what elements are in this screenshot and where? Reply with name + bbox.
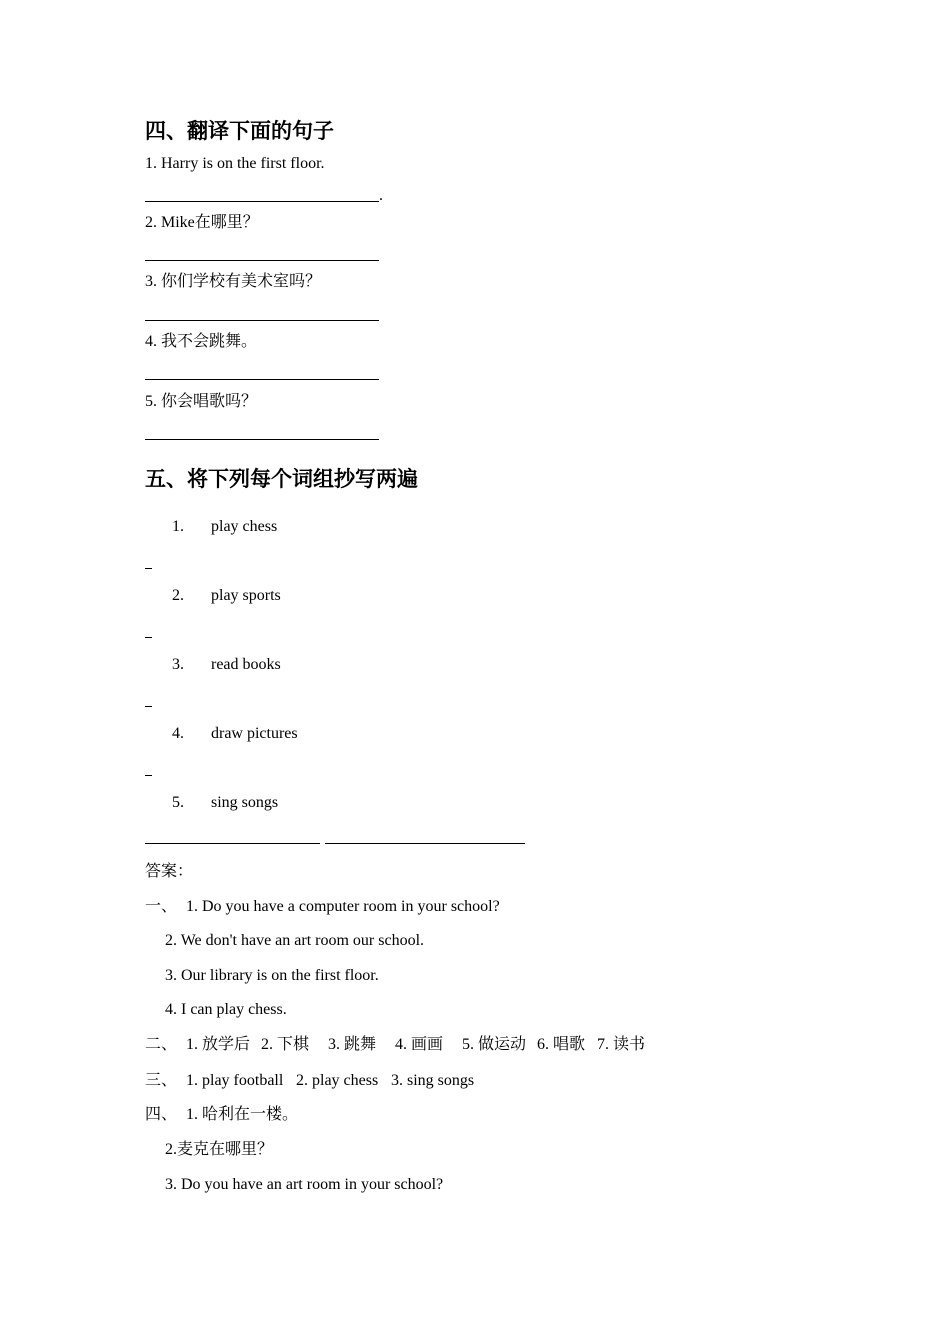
section-5-title: 五、将下列每个词组抄写两遍 <box>145 467 418 491</box>
copy-line <box>145 706 152 707</box>
answer-line: 2. We don't have an art room our school. <box>165 932 425 949</box>
copy-line <box>145 843 320 844</box>
answer-line: 3. Our library is on the first floor. <box>165 967 379 984</box>
answer-item: 4. 画画 <box>395 1036 444 1053</box>
phrase-text: sing songs <box>211 794 279 811</box>
question-2: 2. Mike在哪里？ <box>145 214 259 231</box>
answer-line: 1. Do you have a computer room in your school? <box>186 898 500 915</box>
copy-line <box>325 843 525 844</box>
answer-item: 3. sing songs <box>391 1072 475 1089</box>
answer-item: 2. play chess <box>296 1072 379 1089</box>
answer-line: 2.麦克在哪里？ <box>165 1141 274 1158</box>
question-3: 3. 你们学校有美术室吗？ <box>145 273 322 290</box>
section-4-title: 四、翻译下面的句子 <box>145 119 334 143</box>
phrase-number: 1. <box>172 518 184 535</box>
answer-line: 3. Do you have an art room in your school? <box>165 1176 444 1193</box>
phrase-text: play sports <box>211 587 281 604</box>
phrase-text: play chess <box>211 518 278 535</box>
question-5: 5. 你会唱歌吗？ <box>145 393 258 410</box>
answer-line-2 <box>145 260 379 261</box>
phrase-number: 2. <box>172 587 184 604</box>
answer-section-label: 四、 <box>145 1106 178 1123</box>
copy-line <box>145 775 152 776</box>
answer-section-label: 三、 <box>145 1072 178 1089</box>
answer-item: 1. 放学后 <box>186 1036 251 1053</box>
answer-item: 5. 做运动 <box>462 1036 527 1053</box>
phrase-text: draw pictures <box>211 725 298 742</box>
answer-line: 1. 哈利在一楼。 <box>186 1106 299 1123</box>
answer-item: 2. 下棋 <box>261 1036 310 1053</box>
answer-line-4 <box>145 379 379 380</box>
answer-item: 6. 唱歌 <box>537 1036 586 1053</box>
answer-section-label: 二、 <box>145 1036 178 1053</box>
answer-line-1-period: . <box>379 187 383 204</box>
answers-title: 答案： <box>145 863 194 880</box>
phrase-text: read books <box>211 656 281 673</box>
copy-line <box>145 637 152 638</box>
answer-line-1 <box>145 201 379 202</box>
answer-item: 1. play football <box>186 1072 284 1089</box>
phrase-number: 3. <box>172 656 184 673</box>
answer-line-3 <box>145 320 379 321</box>
answer-line: 4. I can play chess. <box>165 1001 287 1018</box>
phrase-number: 4. <box>172 725 184 742</box>
answer-section-label: 一、 <box>145 898 178 915</box>
answer-item: 7. 读书 <box>597 1036 646 1053</box>
copy-line <box>145 568 152 569</box>
question-4: 4. 我不会跳舞。 <box>145 333 258 350</box>
phrase-number: 5. <box>172 794 184 811</box>
answer-line-5 <box>145 439 379 440</box>
answer-item: 3. 跳舞 <box>328 1036 377 1053</box>
question-1: 1. Harry is on the first floor. <box>145 155 325 172</box>
